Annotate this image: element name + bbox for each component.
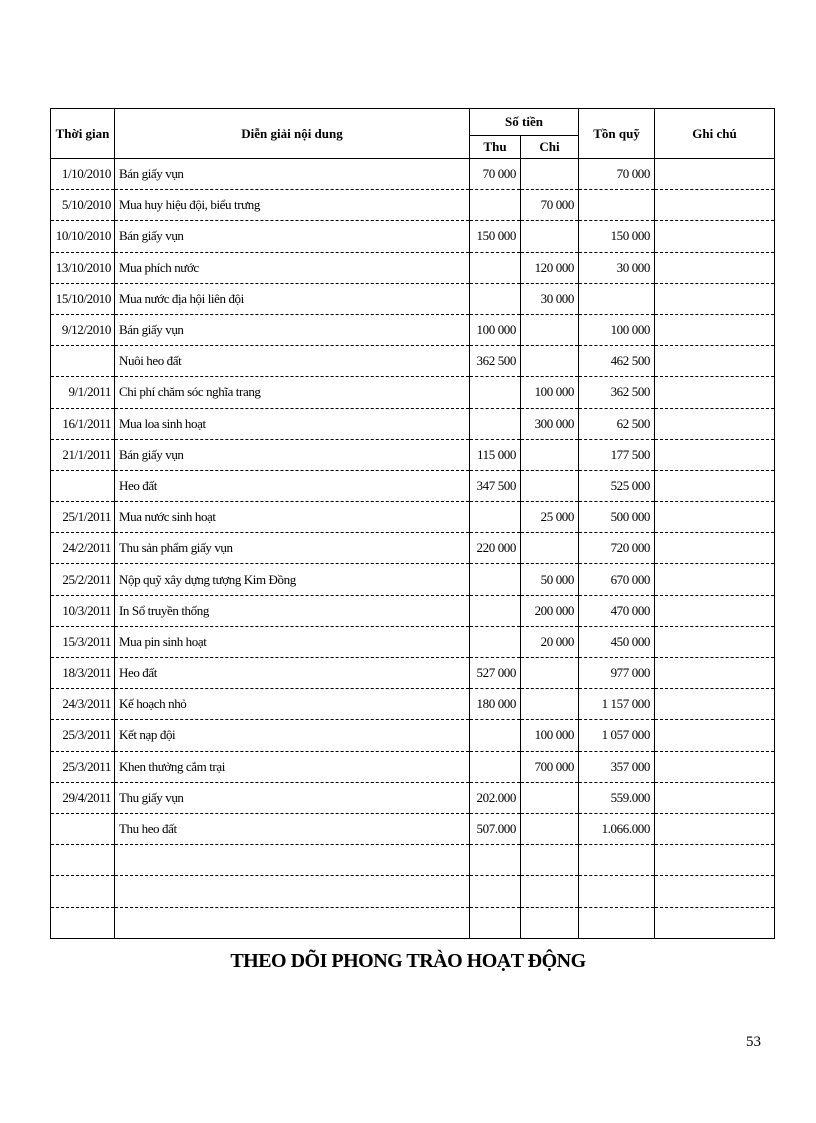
- table-row: [51, 845, 775, 876]
- cell-income: [470, 626, 521, 657]
- cell-balance: 462 500: [579, 346, 655, 377]
- table-row: [51, 252, 775, 283]
- header-description: Diễn giải nội dung: [115, 109, 470, 159]
- cell-income: 150 000: [470, 221, 521, 252]
- cell-balance: 100 000: [579, 314, 655, 345]
- cell-expense: 70 000: [521, 190, 579, 221]
- cell-description: Heo đất: [115, 658, 470, 689]
- cell-date: [51, 845, 115, 876]
- table-row: [51, 689, 775, 720]
- cell-note: [655, 439, 775, 470]
- cell-income: [470, 502, 521, 533]
- cell-expense: [521, 658, 579, 689]
- cell-expense: [521, 876, 579, 907]
- cell-income: [470, 408, 521, 439]
- cell-balance: [579, 876, 655, 907]
- cell-note: [655, 190, 775, 221]
- cell-note: [655, 470, 775, 501]
- cell-expense: 100 000: [521, 720, 579, 751]
- cell-description: Thu heo đất: [115, 813, 470, 844]
- table-row: [51, 346, 775, 377]
- cell-date: 21/1/2011: [51, 439, 115, 470]
- cell-income: 115 000: [470, 439, 521, 470]
- cell-balance: 1 157 000: [579, 689, 655, 720]
- cell-income: 202.000: [470, 782, 521, 813]
- cell-note: [655, 626, 775, 657]
- cell-description: In Sổ truyền thống: [115, 595, 470, 626]
- table-body: [51, 159, 775, 939]
- cell-description: Bán giấy vụn: [115, 159, 470, 190]
- cell-expense: 700 000: [521, 751, 579, 782]
- cell-description: Heo đất: [115, 470, 470, 501]
- cell-date: [51, 876, 115, 907]
- cell-expense: 100 000: [521, 377, 579, 408]
- cell-date: 10/10/2010: [51, 221, 115, 252]
- cell-income: [470, 564, 521, 595]
- table-row: [51, 502, 775, 533]
- table-row: [51, 782, 775, 813]
- cell-description: Bán giấy vụn: [115, 439, 470, 470]
- cell-balance: 1 057 000: [579, 720, 655, 751]
- page-heading: THEO DÕI PHONG TRÀO HOẠT ĐỘNG: [230, 950, 586, 972]
- cell-note: [655, 658, 775, 689]
- header-balance: Tồn quỹ: [579, 109, 655, 159]
- cell-note: [655, 813, 775, 844]
- table-row: [51, 720, 775, 751]
- cell-expense: [521, 907, 579, 938]
- cell-expense: 20 000: [521, 626, 579, 657]
- cell-income: [470, 595, 521, 626]
- cell-description: Thu giấy vụn: [115, 782, 470, 813]
- cell-expense: 25 000: [521, 502, 579, 533]
- cell-balance: 30 000: [579, 252, 655, 283]
- cell-expense: [521, 845, 579, 876]
- cell-expense: 120 000: [521, 252, 579, 283]
- cell-expense: [521, 813, 579, 844]
- cell-income: 347 500: [470, 470, 521, 501]
- cell-note: [655, 595, 775, 626]
- cell-date: 25/3/2011: [51, 751, 115, 782]
- cell-note: [655, 377, 775, 408]
- cell-expense: 200 000: [521, 595, 579, 626]
- cell-income: 507.000: [470, 813, 521, 844]
- cell-description: Mua huy hiệu đội, biểu trưng: [115, 190, 470, 221]
- cell-date: 9/1/2011: [51, 377, 115, 408]
- cell-income: [470, 252, 521, 283]
- cell-income: 100 000: [470, 314, 521, 345]
- cell-balance: 559.000: [579, 782, 655, 813]
- fund-ledger-table: [50, 108, 775, 939]
- cell-expense: [521, 314, 579, 345]
- table-row: [51, 533, 775, 564]
- cell-balance: 720 000: [579, 533, 655, 564]
- cell-expense: [521, 689, 579, 720]
- cell-description: Chi phí chăm sóc nghĩa trang: [115, 377, 470, 408]
- cell-balance: [579, 845, 655, 876]
- cell-description: Kết nạp đội: [115, 720, 470, 751]
- header-amount: Số tiền: [470, 109, 579, 136]
- cell-income: 70 000: [470, 159, 521, 190]
- table-row: [51, 626, 775, 657]
- table-row: [51, 159, 775, 190]
- cell-note: [655, 876, 775, 907]
- cell-balance: [579, 190, 655, 221]
- cell-description: Mua phích nước: [115, 252, 470, 283]
- cell-date: 15/10/2010: [51, 283, 115, 314]
- cell-expense: [521, 782, 579, 813]
- cell-date: 24/2/2011: [51, 533, 115, 564]
- cell-balance: 977 000: [579, 658, 655, 689]
- cell-note: [655, 221, 775, 252]
- cell-balance: 362 500: [579, 377, 655, 408]
- cell-description: Kế hoạch nhỏ: [115, 689, 470, 720]
- cell-date: 5/10/2010: [51, 190, 115, 221]
- cell-expense: [521, 533, 579, 564]
- cell-description: Mua pin sinh hoạt: [115, 626, 470, 657]
- cell-balance: 470 000: [579, 595, 655, 626]
- table-row: [51, 595, 775, 626]
- cell-note: [655, 751, 775, 782]
- cell-description: Khen thưởng cắm trại: [115, 751, 470, 782]
- cell-date: 25/3/2011: [51, 720, 115, 751]
- cell-expense: [521, 346, 579, 377]
- table-row: [51, 658, 775, 689]
- cell-date: 18/3/2011: [51, 658, 115, 689]
- cell-description: [115, 907, 470, 938]
- cell-income: 362 500: [470, 346, 521, 377]
- cell-balance: 450 000: [579, 626, 655, 657]
- cell-balance: [579, 283, 655, 314]
- cell-expense: 300 000: [521, 408, 579, 439]
- table-row: [51, 751, 775, 782]
- cell-note: [655, 533, 775, 564]
- cell-date: [51, 907, 115, 938]
- cell-date: 15/3/2011: [51, 626, 115, 657]
- cell-balance: 70 000: [579, 159, 655, 190]
- cell-date: 1/10/2010: [51, 159, 115, 190]
- cell-income: [470, 283, 521, 314]
- cell-balance: 670 000: [579, 564, 655, 595]
- cell-income: 527 000: [470, 658, 521, 689]
- table-row: [51, 876, 775, 907]
- cell-note: [655, 845, 775, 876]
- cell-note: [655, 720, 775, 751]
- cell-balance: 62 500: [579, 408, 655, 439]
- table-row: [51, 813, 775, 844]
- table-row: [51, 190, 775, 221]
- cell-description: Nộp quỹ xây dựng tượng Kim Đồng: [115, 564, 470, 595]
- header-time: Thời gian: [51, 109, 115, 159]
- cell-income: 180 000: [470, 689, 521, 720]
- table-row: [51, 377, 775, 408]
- cell-note: [655, 346, 775, 377]
- cell-note: [655, 159, 775, 190]
- cell-description: Mua loa sinh hoạt: [115, 408, 470, 439]
- cell-note: [655, 502, 775, 533]
- table-row: [51, 314, 775, 345]
- cell-description: Thu sản phẩm giấy vụn: [115, 533, 470, 564]
- cell-balance: [579, 907, 655, 938]
- cell-description: [115, 845, 470, 876]
- cell-balance: 1.066.000: [579, 813, 655, 844]
- cell-note: [655, 907, 775, 938]
- cell-date: 29/4/2011: [51, 782, 115, 813]
- cell-expense: 30 000: [521, 283, 579, 314]
- page-number: 53: [746, 1034, 761, 1050]
- table-row: [51, 221, 775, 252]
- cell-income: [470, 377, 521, 408]
- cell-note: [655, 408, 775, 439]
- cell-description: Bán giấy vụn: [115, 314, 470, 345]
- cell-income: [470, 845, 521, 876]
- table-row: [51, 439, 775, 470]
- cell-date: [51, 813, 115, 844]
- header-income: Thu: [470, 136, 521, 159]
- cell-income: [470, 751, 521, 782]
- cell-note: [655, 689, 775, 720]
- table-header: [51, 109, 775, 159]
- cell-description: Nuôi heo đất: [115, 346, 470, 377]
- cell-date: 25/1/2011: [51, 502, 115, 533]
- table-row: [51, 408, 775, 439]
- cell-date: 25/2/2011: [51, 564, 115, 595]
- cell-date: 10/3/2011: [51, 595, 115, 626]
- cell-balance: 177 500: [579, 439, 655, 470]
- cell-note: [655, 564, 775, 595]
- table-row: [51, 907, 775, 938]
- cell-note: [655, 782, 775, 813]
- header-expense: Chi: [521, 136, 579, 159]
- cell-date: 16/1/2011: [51, 408, 115, 439]
- cell-date: 24/3/2011: [51, 689, 115, 720]
- cell-description: [115, 876, 470, 907]
- cell-expense: [521, 221, 579, 252]
- cell-income: [470, 720, 521, 751]
- cell-date: 13/10/2010: [51, 252, 115, 283]
- cell-note: [655, 314, 775, 345]
- cell-note: [655, 252, 775, 283]
- cell-description: Mua nước sinh hoạt: [115, 502, 470, 533]
- cell-income: [470, 907, 521, 938]
- cell-balance: 150 000: [579, 221, 655, 252]
- cell-description: Mua nước địa hội liên đội: [115, 283, 470, 314]
- cell-balance: 525 000: [579, 470, 655, 501]
- cell-income: [470, 876, 521, 907]
- cell-date: [51, 470, 115, 501]
- cell-expense: [521, 470, 579, 501]
- table-row: [51, 564, 775, 595]
- cell-balance: 500 000: [579, 502, 655, 533]
- cell-expense: [521, 159, 579, 190]
- cell-date: [51, 346, 115, 377]
- cell-description: Bán giấy vụn: [115, 221, 470, 252]
- cell-expense: 50 000: [521, 564, 579, 595]
- table-row: [51, 283, 775, 314]
- cell-date: 9/12/2010: [51, 314, 115, 345]
- cell-income: 220 000: [470, 533, 521, 564]
- cell-income: [470, 190, 521, 221]
- header-notes: Ghi chú: [655, 109, 775, 159]
- cell-expense: [521, 439, 579, 470]
- cell-balance: 357 000: [579, 751, 655, 782]
- table-row: [51, 470, 775, 501]
- cell-note: [655, 283, 775, 314]
